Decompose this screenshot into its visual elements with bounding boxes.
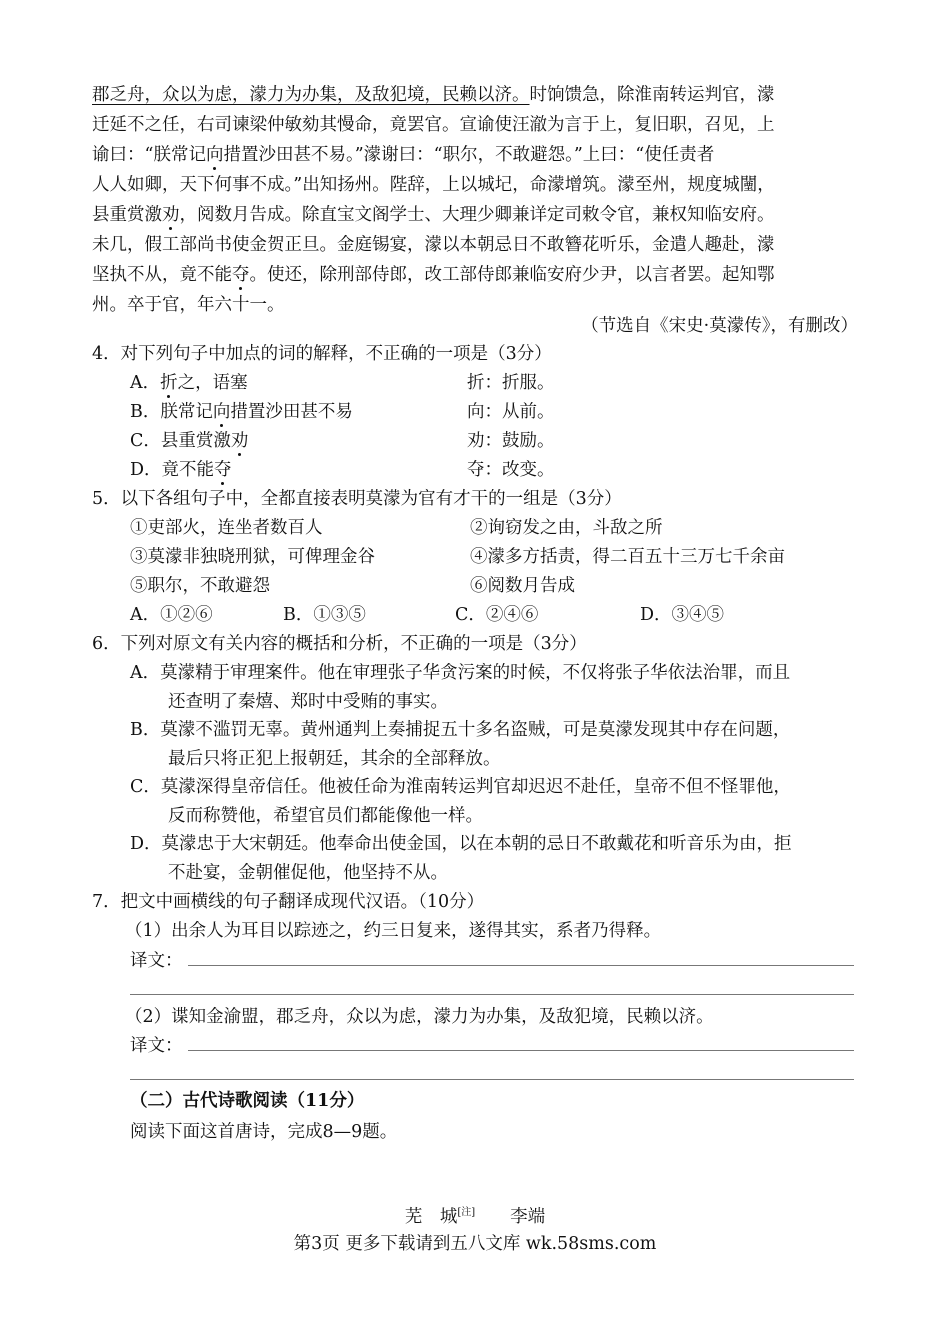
q5-item: ③莫濛非独晓刑狱，可俾理金谷 <box>130 547 375 567</box>
question-6-stem: 6．下列对原文有关内容的概括和分析，不正确的一项是（3分） <box>92 634 587 654</box>
q5-choice-d: D．③④⑤ <box>640 605 725 625</box>
q6-option-c-cont: 反而称赞他，希望官员们都能像他一样。 <box>168 806 483 826</box>
q4-gloss-d: 夺：改变。 <box>467 460 555 480</box>
answer-line[interactable] <box>130 1079 854 1080</box>
page-footer: 第3页 更多下载请到五八文库 wk.58sms.com <box>293 1234 657 1254</box>
passage <box>92 80 872 320</box>
dotted-word: 夺 <box>232 265 250 285</box>
passage-line: 坚执不从，竟不能夺。使还，除刑部侍郎，改工部侍郎兼临安府少尹，以言者罢。起知鄂 <box>92 265 775 285</box>
question-7-stem: 7．把文中画横线的句子翻译成现代汉语。（10分） <box>92 892 485 912</box>
q6-option-a: A．莫濛精于审理案件。他在审理张子华贪污案的时候，不仅将张子华依法治罪，而且 <box>130 663 791 683</box>
q6-option-b: B．莫濛不滥罚无辜。黄州通判上奏捕捉五十多名盗贼，可是莫濛发现其中存在问题， <box>130 720 791 740</box>
q7-sentence-2: （2）谍知金渝盟，郡乏舟，众以为虑，濛力为办集，及敌犯境，民赖以济。 <box>125 1007 714 1027</box>
poem-author: 李端 <box>510 1207 546 1227</box>
question-5-stem: 5．以下各组句子中，全都直接表明莫濛为官有才干的一组是（3分） <box>92 489 622 509</box>
q5-item: ④濛多方括责，得二百五十三万七千余亩 <box>470 547 785 567</box>
q6-option-d: D．莫濛忠于大宋朝廷。他奉命出使金国，以在本朝的忌日不敢戴花和听音乐为由，拒 <box>130 834 792 854</box>
q4-option-a: A．折之，语塞 <box>130 373 248 393</box>
section-intro: 阅读下面这首唐诗，完成8—9题。 <box>130 1122 398 1142</box>
answer-line[interactable] <box>188 965 854 966</box>
q4-gloss-b: 向：从前。 <box>467 402 555 422</box>
passage-line: 迁延不之任，右司谏梁仲敏劾其慢命，竟罢官。宣谕使汪澈为言于上，复旧职，召见，上 <box>92 115 775 135</box>
underlined-sentence: 郡乏舟，众以为虑，濛力为办集，及敌犯境，民赖以济。 <box>92 85 530 105</box>
poem-title-line <box>0 1203 950 1228</box>
q4-option-d: D．竟不能夺 <box>130 460 232 480</box>
q6-option-c: C．莫濛深得皇帝信任。他被任命为淮南转运判官却迟迟不赴任，皇帝不但不怪罪他， <box>130 777 791 797</box>
q5-item: ⑤职尔，不敢避怨 <box>130 576 270 596</box>
q6-option-b-cont: 最后只将正犯上报朝廷，其余的全部释放。 <box>168 749 501 769</box>
q5-choice-b: B．①③⑤ <box>283 605 366 625</box>
passage-line: 未几，假工部尚书使金贺正旦。金庭锡宴，濛以本朝忌日不敢簪花听乐，金遣人趣赴，濛 <box>92 235 775 255</box>
q4-gloss-c: 劝：鼓励。 <box>467 431 555 451</box>
passage-line: 郡乏舟，众以为虑，濛力为办集，及敌犯境，民赖以济。时饷馈急，除淮南转运判官，濛 <box>92 85 775 105</box>
dotted-word: 向 <box>205 145 224 165</box>
poem-note: [注] <box>457 1207 476 1219</box>
dotted-word: 劝 <box>162 205 180 225</box>
answer-line[interactable] <box>130 994 854 995</box>
q5-item: ②询窃发之由，斗敌之所 <box>470 518 663 538</box>
passage-source: （节选自《宋史·莫濛传》，有删改） <box>581 316 858 336</box>
passage-line: 州。卒于官，年六十一。 <box>92 295 285 315</box>
q4-gloss-a: 折：折服。 <box>467 373 555 393</box>
passage-line: 县重赏激劝，阅数月告成。除直宝文阁学士、大理少卿兼详定司敕令官，兼权知临安府。 <box>92 205 775 225</box>
q7-sentence-1: （1）出余人为耳目以踪迹之，约三日复来，遂得其实，系者乃得释。 <box>125 921 662 941</box>
answer-label: 译文： <box>130 1036 183 1056</box>
poem-title: 芜 城 <box>404 1207 458 1227</box>
q5-item: ⑥阅数月告成 <box>470 576 575 596</box>
passage-line: 人人如卿，天下何事不成。”出知扬州。陛辞，上以城圮，命濛增筑。濛至州，规度城闉， <box>92 175 775 195</box>
q4-option-c: C．县重赏激劝 <box>130 431 249 451</box>
answer-label: 译文： <box>130 951 183 971</box>
q5-item: ①吏部火，连坐者数百人 <box>130 518 323 538</box>
question-4-stem: 4．对下列句子中加点的词的解释，不正确的一项是（3分） <box>92 344 552 364</box>
q6-option-d-cont: 不赴宴，金朝催促他，他坚持不从。 <box>168 863 448 883</box>
q4-option-b: B．朕常记向措置沙田甚不易 <box>130 402 353 422</box>
q5-choice-a: A．①②⑥ <box>130 605 213 625</box>
section-heading: （二）古代诗歌阅读（11分） <box>130 1091 365 1111</box>
q5-choice-c: C．②④⑥ <box>455 605 539 625</box>
passage-line: 谕曰：“朕常记向措置沙田甚不易。”濛谢曰：“职尔，不敢避怨。”上曰：“使任责者 <box>92 145 715 165</box>
q6-option-a-cont: 还查明了秦熺、郑时中受贿的事实。 <box>168 692 448 712</box>
answer-line[interactable] <box>188 1050 854 1051</box>
